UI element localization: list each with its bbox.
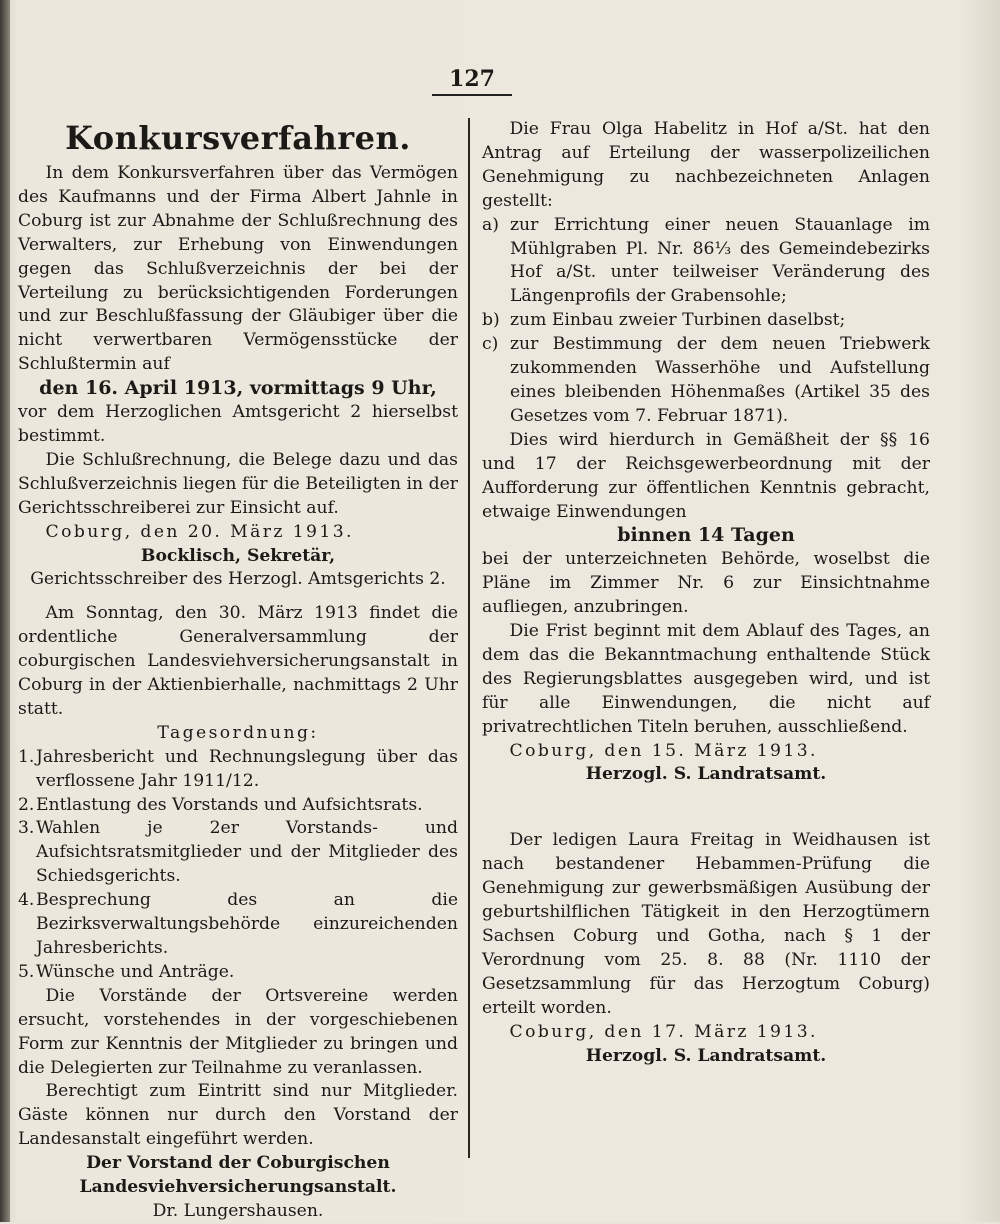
notice1-date-line: den 16. April 1913, vormittags 9 Uhr, [39, 377, 437, 400]
right-column [482, 118, 930, 1068]
agenda-item: 2. Entlastung des Vorstands und Aufsichtsrats. [18, 794, 423, 815]
agenda-item: 5. Wünsche und Anträge. [18, 961, 235, 982]
notice3-item: b) zum Einbau zweier Turbinen daselbst; [482, 310, 846, 331]
notice2-agenda-list [18, 746, 458, 985]
notice2-signer-name: Dr. Lungershausen. [152, 1200, 324, 1221]
notice3-body2: bei der unterzeichneten Behörde, woselbst die Pläne im Zimmer Nr. 6 zur Einsichtnahme aufliegen, anzubringen. [482, 549, 930, 618]
notice1-body2: vor dem Herzoglichen Amtsgericht 2 hierselbst bestimmt. [18, 402, 458, 446]
column-divider [468, 118, 470, 1158]
notice3-intro: Die Frau Olga Habelitz in Hof a/St. hat den Antrag auf Erteilung der wasserpolizeilichen Genehmigung zu nachbezeichneten Anlagen gestellt: [482, 119, 930, 211]
notice2-signer: Der Vorstand der Coburgischen Landesviehversicherungsanstalt. [79, 1153, 397, 1198]
notice2-intro: Am Sonntag, den 30. März 1913 findet die ordentliche Generalversammlung der coburgischen Landesviehversicherungsanstalt in Coburg in der Aktienbierhalle, nachmittags 2 Uhr statt. [18, 603, 458, 719]
notice3-item: a) zur Errichtung einer neuen Stauanlage im Mühlgraben Pl. Nr. 86⅓ des Gemeindebezirks Hof a/St. unter teilweiser Veränderung des Längenprofils der Grabensohle; [482, 214, 930, 307]
agenda-item: 1. Jahresbericht und Rechnungslegung über das verflossene Jahr 1911/12. [18, 746, 458, 791]
notice3-deadline: binnen 14 Tagen [617, 524, 795, 547]
notice3-items-list [482, 214, 930, 429]
notice4-place-date: Coburg, den 17. März 1913. [509, 1021, 818, 1042]
page-number: 127 [449, 66, 495, 92]
notice1-signer-title: Gerichtsschreiber des Herzogl. Amtsgerichts 2. [30, 569, 446, 590]
notice4-signer: Herzogl. S. Landratsamt. [585, 1045, 827, 1066]
left-column [18, 118, 458, 1224]
notice1-signer: Bocklisch, Sekretär, [140, 545, 336, 566]
notice1-body: In dem Konkursverfahren über das Vermögen des Kaufmanns und der Firma Albert Jahnle in Coburg ist zur Abnahme der Schlußrechnung des Verwalters, zur Erhebung von Einwendungen gegen das Schlußverzeichnis der bei der Verteilung zu berücksichtigenden Forderungen und zur Beschlußfassung der Gläubiger über die nicht verwertbaren Vermögensstücke der Schlußtermin auf [18, 163, 458, 375]
section-heading: Konkursverfahren. [65, 119, 411, 157]
notice3-signer: Herzogl. S. Landratsamt. [585, 764, 827, 785]
notice1-place-date: Coburg, den 20. März 1913. [45, 521, 354, 542]
notice3-place-date: Coburg, den 15. März 1913. [509, 740, 818, 761]
notice3-item: c) zur Bestimmung der dem neuen Triebwerk zukommenden Wasserhöhe und Aufstellung eines bleibenden Höhenmaßes (Artikel 35 des Gesetzes vom 7. Februar 1871). [482, 334, 930, 426]
notice2-body1: Die Vorstände der Ortsvereine werden ersucht, vorstehendes in der vorgeschiebenen Form zur Kenntnis der Mitglieder zu bringen und die Delegierten zur Teilnahme zu veranlassen. [18, 985, 458, 1078]
agenda-item: 4. Besprechung des an die Bezirksverwaltungsbehörde einzureichenden Jahresberichts. [18, 890, 458, 958]
notice2-body2: Berechtigt zum Eintritt sind nur Mitglieder. Gäste können nur durch den Vorstand der Landesanstalt eingeführt werden. [18, 1081, 458, 1150]
spacer [482, 787, 930, 829]
notice4-body: Der ledigen Laura Freitag in Weidhausen ist nach bestandener Hebammen-Prüfung die Genehmigung zur gewerbsmäßigen Ausübung der geburtshilflichen Tätigkeit in den Herzogtümern Sachsen Coburg und Gotha, nach § 1 der Verordnung vom 25. 8. 88 (Nr. 1110 der Gesetzsammlung für das Herzogtum Coburg) erteilt worden. [482, 830, 930, 1018]
notice1-body3: Die Schlußrechnung, die Belege dazu und das Schlußverzeichnis liegen für die Beteiligten in der Gerichtsschreiberei zur Einsicht auf. [18, 449, 458, 518]
spacer [18, 592, 458, 602]
page-number-rule [432, 94, 512, 96]
notice3-body1: Dies wird hierdurch in Gemäßheit der §§ 16 und 17 der Reichsgewerbeordnung mit der Aufforderung zur öffentlichen Kenntnis gebracht, etwaige Einwendungen [482, 429, 930, 522]
notice2-agenda-title: Tagesordnung: [157, 722, 319, 743]
notice3-body3: Die Frist beginnt mit dem Ablauf des Tages, an dem das die Bekanntmachung enthaltende Stück des Regierungsblattes ausgegeben wird, und ist für alle Einwendungen, die nicht auf privatrechtlichen Titeln beruhen, ausschließend. [482, 621, 930, 737]
page-binding-edge [0, 0, 10, 1222]
agenda-item: 3. Wahlen je 2er Vorstands- und Aufsichtsratsmitglieder und der Mitglieder des Schiedsgerichts. [18, 818, 458, 887]
